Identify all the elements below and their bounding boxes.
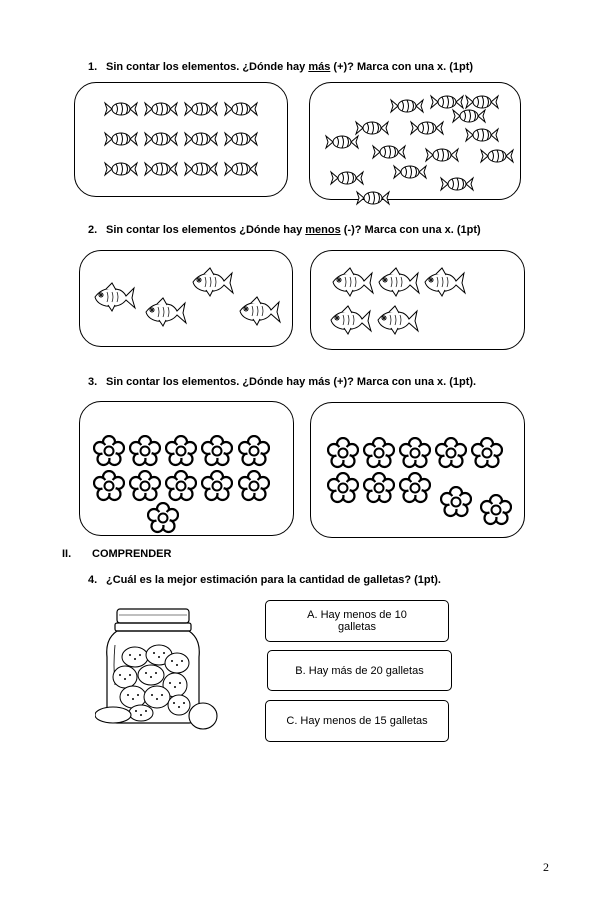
key-word: más	[308, 61, 331, 73]
flower-icon	[201, 435, 233, 472]
fish-icon	[375, 303, 419, 342]
candy-icon	[410, 118, 444, 143]
candy-icon	[480, 146, 514, 171]
candy-icon	[144, 129, 178, 154]
question-text-end: (+)? Marca con una x. (1pt)	[330, 61, 474, 73]
candy-icon	[452, 106, 486, 131]
question-text: Sin contar los elementos. ¿Dónde hay	[106, 61, 309, 73]
question-text: Sin contar los elementos. ¿Dónde hay más (+)? Marca con una x. (1pt).	[106, 376, 477, 388]
flower-icon	[363, 472, 395, 509]
flower-icon	[201, 470, 233, 507]
question-2	[88, 224, 481, 236]
candy-icon	[224, 99, 258, 124]
candy-icon	[184, 159, 218, 184]
question-number: 3.	[88, 376, 98, 388]
candy-icon	[393, 162, 427, 187]
question-text: Sin contar los elementos ¿Dónde hay	[106, 224, 306, 236]
flower-icon	[93, 470, 125, 507]
page-number: 2	[543, 860, 549, 874]
candy-icon	[184, 99, 218, 124]
question-text-end: (-)? Marca con una x. (1pt)	[340, 224, 481, 236]
flower-icon	[327, 472, 359, 509]
candy-icon	[144, 159, 178, 184]
fish-icon	[330, 265, 374, 304]
fish-icon	[190, 265, 234, 304]
fish-icon	[422, 265, 466, 304]
flower-icon	[399, 437, 431, 474]
flower-icon	[147, 502, 179, 539]
question-text: ¿Cuál es la mejor estimación para la cantidad de galletas? (1pt).	[106, 574, 441, 586]
question-3	[88, 376, 476, 388]
candy-icon	[104, 159, 138, 184]
candy-icon	[325, 132, 359, 157]
question-1	[88, 61, 473, 73]
fish-icon	[328, 303, 372, 342]
flower-icon	[435, 437, 467, 474]
option-c[interactable]	[265, 700, 449, 742]
option-a-line2: galletas	[338, 621, 376, 633]
flower-icon	[327, 437, 359, 474]
candy-icon	[184, 129, 218, 154]
question-number: 1.	[88, 61, 98, 73]
candy-icon	[425, 145, 459, 170]
candy-icon	[224, 159, 258, 184]
flower-icon	[93, 435, 125, 472]
flower-icon	[363, 437, 395, 474]
option-b[interactable]	[267, 650, 452, 691]
flower-icon	[165, 435, 197, 472]
question-number: 4.	[88, 574, 98, 586]
option-c-label: C. Hay menos de 15 galletas	[286, 715, 428, 727]
flower-icon	[238, 470, 270, 507]
fish-icon	[237, 294, 281, 333]
question-number: 2.	[88, 224, 98, 236]
cookie-jar-illustration	[95, 605, 225, 735]
fish-icon	[143, 295, 187, 334]
candy-icon	[440, 174, 474, 199]
candy-icon	[355, 118, 389, 143]
flower-icon	[238, 435, 270, 472]
candy-icon	[356, 188, 390, 213]
candy-icon	[224, 129, 258, 154]
key-word: menos	[305, 224, 341, 236]
candy-icon	[104, 129, 138, 154]
section-number: II.	[62, 548, 72, 560]
option-b-label: B. Hay más de 20 galletas	[295, 664, 424, 677]
candy-icon	[104, 99, 138, 124]
section-title: COMPRENDER	[92, 548, 172, 560]
option-a[interactable]	[265, 600, 449, 642]
fish-icon	[376, 265, 420, 304]
candy-icon	[144, 99, 178, 124]
flower-icon	[440, 486, 472, 523]
flower-icon	[471, 437, 503, 474]
section-heading	[62, 548, 171, 560]
fish-icon	[92, 280, 136, 319]
option-a-line1: A. Hay menos de 10	[307, 609, 407, 621]
flower-icon	[129, 435, 161, 472]
flower-icon	[399, 472, 431, 509]
flower-icon	[480, 494, 512, 531]
question-4	[88, 574, 441, 586]
